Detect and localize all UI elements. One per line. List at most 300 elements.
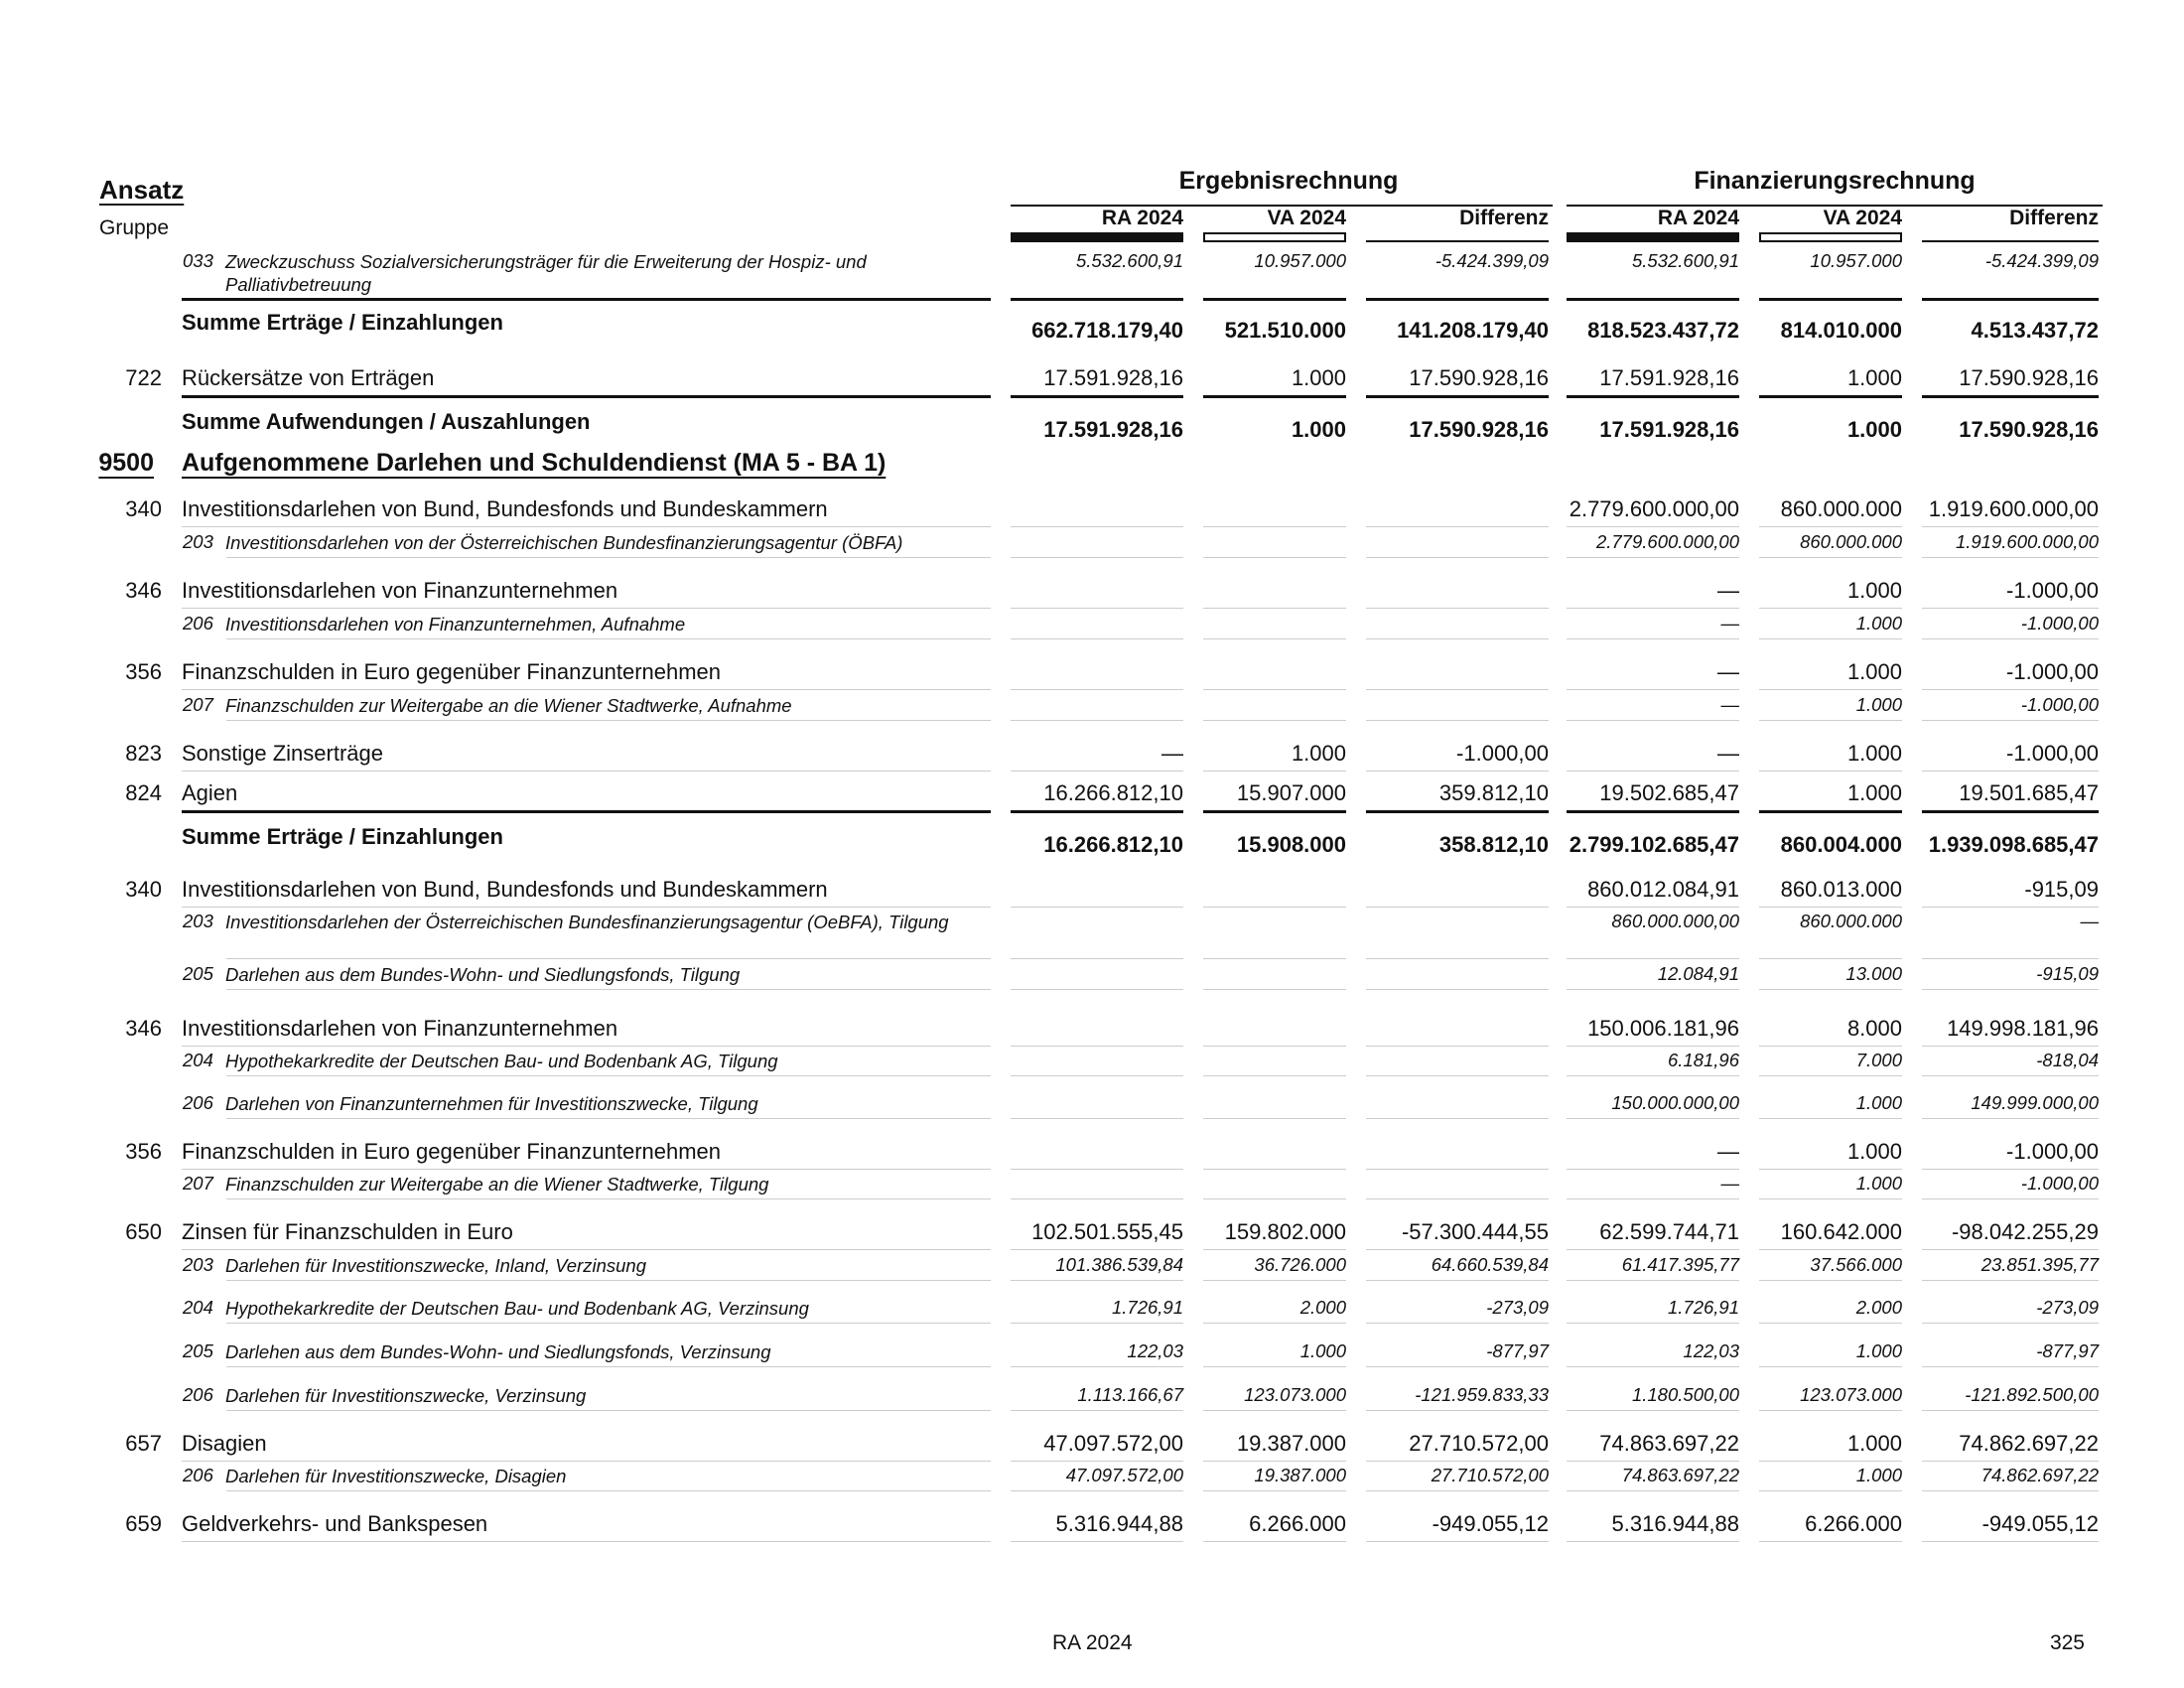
- cell-ra-ergebnis: 17.591.928,16: [1043, 417, 1183, 442]
- cell-ra-ergebnis: 47.097.572,00: [1043, 1431, 1183, 1456]
- row-label: Finanzschulden in Euro gegenüber Finanzunternehmen: [182, 659, 722, 684]
- cell-rule: [1759, 298, 1902, 301]
- cell-rule: [1759, 771, 1902, 772]
- cell-rule: [1759, 810, 1902, 813]
- cell-rule: [1567, 1323, 1739, 1324]
- page-number: 325: [2049, 1631, 2085, 1654]
- cell-rule: [1203, 608, 1346, 609]
- cell-ra-finanz: —: [1717, 578, 1739, 603]
- cell-rule: [1922, 526, 2099, 527]
- cell-ra-finanz: 860.012.084,91: [1587, 877, 1739, 902]
- cell-va-finanz: 7.000: [1855, 1050, 1902, 1070]
- cell-va-ergebnis: 2.000: [1299, 1297, 1346, 1318]
- cell-va-finanz: 1.000: [1855, 1465, 1902, 1485]
- cell-ra-finanz: 5.532.600,91: [1631, 250, 1739, 271]
- row-code: 356: [125, 1139, 162, 1164]
- row-code: 346: [125, 578, 162, 603]
- section-title: Aufgenommene Darlehen und Schuldendienst (MA 5 - BA 1): [182, 449, 887, 477]
- cell-rule: [1011, 810, 1183, 813]
- cell-diff-finanz: -121.892.500,00: [1965, 1384, 2099, 1405]
- cell-rule: [1203, 1541, 1346, 1542]
- cell-va-ergebnis: 15.907.000: [1236, 780, 1346, 805]
- cell-va-ergebnis: 15.908.000: [1236, 832, 1346, 857]
- cell-diff-ergebnis: 358.812,10: [1438, 832, 1549, 857]
- column-header-diff-finanz: Differenz: [2009, 207, 2099, 229]
- row-rule: [226, 989, 991, 990]
- cell-ra-finanz: 150.000.000,00: [1611, 1092, 1739, 1113]
- cell-va-ergebnis: 521.510.000: [1224, 318, 1346, 343]
- cell-va-ergebnis: 10.957.000: [1254, 250, 1346, 271]
- cell-rule: [1759, 1046, 1902, 1047]
- cell-diff-finanz: -1.000,00: [2020, 613, 2099, 633]
- cell-rule: [1567, 1198, 1739, 1199]
- cell-diff-finanz: 17.590.928,16: [1959, 417, 2099, 442]
- row-rule: [182, 608, 991, 609]
- cell-rule: [1203, 1198, 1346, 1199]
- cell-va-ergebnis: 1.000: [1291, 417, 1346, 442]
- cell-rule: [1011, 638, 1183, 639]
- cell-va-ergebnis: 19.387.000: [1236, 1431, 1346, 1456]
- cell-diff-finanz: 1.919.600.000,00: [1928, 496, 2099, 521]
- cell-rule: [1366, 810, 1549, 813]
- cell-rule: [1759, 1323, 1902, 1324]
- cell-rule: [1203, 810, 1346, 813]
- ergebnisrechnung-heading: Ergebnisrechnung: [1178, 167, 1399, 195]
- cell-rule: [1567, 958, 1739, 959]
- cell-rule: [1366, 989, 1549, 990]
- cell-rule: [1922, 810, 2099, 813]
- cell-diff-ergebnis: 27.710.572,00: [1431, 1465, 1549, 1485]
- cell-diff-ergebnis: -273,09: [1486, 1297, 1549, 1318]
- cell-va-finanz: 860.004.000: [1780, 832, 1902, 857]
- cell-rule: [1203, 1410, 1346, 1411]
- cell-rule: [1366, 1075, 1549, 1076]
- cell-va-finanz: 1.000: [1846, 417, 1902, 442]
- row-label: 204 Hypothekarkredite der Deutschen Bau- und Bodenbank AG, Tilgung: [183, 1050, 997, 1072]
- diff-header-rule: [1922, 240, 2099, 242]
- cell-diff-ergebnis: 17.590.928,16: [1409, 365, 1549, 390]
- row-label: Investitionsdarlehen von Bund, Bundesfonds und Bundeskammern: [182, 877, 828, 902]
- cell-rule: [1922, 298, 2099, 301]
- row-rule: [182, 689, 991, 690]
- cell-ra-finanz: —: [1720, 1173, 1739, 1194]
- cell-rule: [1922, 1541, 2099, 1542]
- cell-rule: [1366, 557, 1549, 558]
- cell-va-ergebnis: 159.802.000: [1224, 1219, 1346, 1244]
- cell-diff-finanz: 74.862.697,22: [1980, 1465, 2099, 1485]
- cell-diff-finanz: 149.999.000,00: [1971, 1092, 2099, 1113]
- cell-va-finanz: 13.000: [1845, 963, 1902, 984]
- cell-va-ergebnis: 1.000: [1291, 365, 1346, 390]
- cell-va-finanz: 123.073.000: [1800, 1384, 1902, 1405]
- cell-diff-finanz: 17.590.928,16: [1959, 365, 2099, 390]
- cell-ra-ergebnis: 101.386.539,84: [1055, 1254, 1183, 1275]
- row-label: Summe Erträge / Einzahlungen: [182, 310, 503, 335]
- cell-rule: [1567, 1541, 1739, 1542]
- cell-rule: [1567, 1118, 1739, 1119]
- cell-rule: [1366, 638, 1549, 639]
- row-label-text: Darlehen für Investitionszwecke, Disagien: [225, 1466, 567, 1486]
- cell-diff-ergebnis: -877,97: [1486, 1340, 1549, 1361]
- row-rule: [182, 1249, 991, 1250]
- row-rule: [182, 298, 991, 301]
- cell-ra-ergebnis: 5.316.944,88: [1055, 1511, 1183, 1536]
- row-label-text: Darlehen aus dem Bundes-Wohn- und Siedlungsfonds, Verzinsung: [225, 1341, 771, 1362]
- cell-rule: [1203, 1461, 1346, 1462]
- cell-va-finanz: 860.000.000: [1800, 911, 1902, 931]
- cell-diff-finanz: -98.042.255,29: [1951, 1219, 2099, 1244]
- cell-diff-finanz: 4.513.437,72: [1971, 318, 2099, 343]
- cell-rule: [1922, 1410, 2099, 1411]
- row-rule: [182, 907, 991, 908]
- cell-rule: [1203, 1169, 1346, 1170]
- cell-diff-ergebnis: -121.959.833,33: [1415, 1384, 1549, 1405]
- row-rule: [226, 638, 991, 639]
- cell-rule: [1366, 1366, 1549, 1367]
- row-label-text: Darlehen für Investitionszwecke, Verzinsung: [225, 1385, 587, 1406]
- row-label-text: Darlehen aus dem Bundes-Wohn- und Siedlungsfonds, Tilgung: [225, 964, 741, 985]
- row-rule: [226, 557, 991, 558]
- cell-rule: [1922, 1169, 2099, 1170]
- cell-ra-finanz: 17.591.928,16: [1599, 365, 1739, 390]
- cell-rule: [1366, 1169, 1549, 1170]
- cell-rule: [1011, 1366, 1183, 1367]
- cell-rule: [1567, 1075, 1739, 1076]
- cell-rule: [1567, 557, 1739, 558]
- cell-rule: [1922, 1323, 2099, 1324]
- cell-rule: [1011, 1118, 1183, 1119]
- cell-diff-ergebnis: 141.208.179,40: [1397, 318, 1549, 343]
- cell-rule: [1567, 638, 1739, 639]
- cell-ra-finanz: 74.863.697,22: [1599, 1431, 1739, 1456]
- cell-ra-finanz: —: [1717, 659, 1739, 684]
- cell-rule: [1567, 1280, 1739, 1281]
- cell-va-finanz: 10.957.000: [1810, 250, 1902, 271]
- cell-ra-finanz: 150.006.181,96: [1587, 1016, 1739, 1041]
- row-code: 356: [125, 659, 162, 684]
- cell-va-finanz: 2.000: [1855, 1297, 1902, 1318]
- cell-rule: [1922, 771, 2099, 772]
- cell-va-ergebnis: 6.266.000: [1249, 1511, 1346, 1536]
- cell-va-finanz: 8.000: [1846, 1016, 1902, 1041]
- ra-indicator-bar: [1567, 232, 1739, 242]
- cell-rule: [1759, 907, 1902, 908]
- cell-rule: [1011, 1198, 1183, 1199]
- row-code: 650: [125, 1219, 162, 1244]
- cell-diff-ergebnis: -5.424.399,09: [1434, 250, 1549, 271]
- row-code: 657: [125, 1431, 162, 1456]
- cell-rule: [1759, 989, 1902, 990]
- gruppe-heading: Gruppe: [99, 216, 170, 239]
- cell-rule: [1567, 1046, 1739, 1047]
- cell-ra-finanz: 1.726,91: [1667, 1297, 1739, 1318]
- row-label: Geldverkehrs- und Bankspesen: [182, 1511, 488, 1536]
- cell-va-finanz: 860.000.000: [1800, 531, 1902, 552]
- row-rule: [182, 1046, 991, 1047]
- row-label: 207 Finanzschulden zur Weitergabe an die Wiener Stadtwerke, Tilgung: [183, 1173, 997, 1196]
- cell-va-finanz: 1.000: [1846, 741, 1902, 766]
- cell-rule: [1759, 1280, 1902, 1281]
- cell-diff-ergebnis: 27.710.572,00: [1409, 1431, 1549, 1456]
- row-code: 824: [125, 780, 162, 805]
- cell-ra-ergebnis: —: [1161, 741, 1183, 766]
- finanzierungsrechnung-heading: Finanzierungsrechnung: [1694, 167, 1976, 195]
- cell-diff-finanz: 74.862.697,22: [1959, 1431, 2099, 1456]
- cell-va-finanz: 1.000: [1846, 578, 1902, 603]
- row-label: Rückersätze von Erträgen: [182, 365, 435, 390]
- cell-rule: [1011, 1046, 1183, 1047]
- cell-rule: [1203, 298, 1346, 301]
- cell-rule: [1203, 1249, 1346, 1250]
- cell-rule: [1366, 1541, 1549, 1542]
- row-label: 206 Darlehen für Investitionszwecke, Disagien: [183, 1465, 997, 1487]
- cell-rule: [1922, 638, 2099, 639]
- cell-diff-finanz: -877,97: [2036, 1340, 2099, 1361]
- row-label-text: Finanzschulden zur Weitergabe an die Wiener Stadtwerke, Tilgung: [225, 1174, 769, 1195]
- cell-rule: [1922, 1046, 2099, 1047]
- cell-rule: [1567, 810, 1739, 813]
- cell-va-finanz: 1.000: [1846, 1139, 1902, 1164]
- cell-va-finanz: 1.000: [1855, 1173, 1902, 1194]
- cell-rule: [1759, 526, 1902, 527]
- column-header-va-ergebnis: VA 2024: [1267, 207, 1346, 229]
- cell-rule: [1011, 1169, 1183, 1170]
- cell-rule: [1011, 771, 1183, 772]
- cell-ra-ergebnis: 5.532.600,91: [1075, 250, 1183, 271]
- cell-diff-ergebnis: 64.660.539,84: [1431, 1254, 1549, 1275]
- cell-rule: [1922, 1198, 2099, 1199]
- row-label: 205 Darlehen aus dem Bundes-Wohn- und Siedlungsfonds, Tilgung: [183, 963, 997, 986]
- row-rule: [182, 395, 991, 398]
- cell-va-ergebnis: 1.000: [1299, 1340, 1346, 1361]
- cell-diff-finanz: -1.000,00: [2006, 659, 2099, 684]
- row-label: 203 Darlehen für Investitionszwecke, Inland, Verzinsung: [183, 1254, 997, 1277]
- cell-rule: [1922, 1249, 2099, 1250]
- cell-rule: [1567, 907, 1739, 908]
- cell-rule: [1922, 720, 2099, 721]
- row-label: 207 Finanzschulden zur Weitergabe an die Wiener Stadtwerke, Aufnahme: [183, 694, 997, 717]
- cell-rule: [1759, 557, 1902, 558]
- cell-rule: [1759, 689, 1902, 690]
- row-label: Investitionsdarlehen von Bund, Bundesfonds und Bundeskammern: [182, 496, 828, 521]
- cell-rule: [1203, 907, 1346, 908]
- cell-rule: [1366, 526, 1549, 527]
- cell-diff-finanz: -1.000,00: [2020, 694, 2099, 715]
- cell-diff-finanz: 1.939.098.685,47: [1928, 832, 2099, 857]
- row-rule: [182, 526, 991, 527]
- cell-rule: [1759, 638, 1902, 639]
- row-label-text: Darlehen von Finanzunternehmen für Investitionszwecke, Tilgung: [225, 1093, 758, 1114]
- section-code: 9500: [98, 449, 154, 477]
- cell-rule: [1759, 1461, 1902, 1462]
- cell-rule: [1203, 557, 1346, 558]
- row-code: 340: [125, 496, 162, 521]
- cell-ra-ergebnis: 662.718.179,40: [1031, 318, 1183, 343]
- cell-ra-finanz: —: [1720, 694, 1739, 715]
- column-header-diff-ergebnis: Differenz: [1459, 207, 1549, 229]
- row-label: Summe Erträge / Einzahlungen: [182, 824, 503, 849]
- cell-rule: [1922, 958, 2099, 959]
- cell-rule: [1922, 608, 2099, 609]
- row-rule: [226, 1490, 991, 1491]
- cell-ra-ergebnis: 1.726,91: [1111, 1297, 1183, 1318]
- cell-rule: [1011, 689, 1183, 690]
- cell-rule: [1567, 1366, 1739, 1367]
- cell-rule: [1567, 1461, 1739, 1462]
- cell-diff-finanz: -818,04: [2036, 1050, 2099, 1070]
- cell-va-finanz: 1.000: [1846, 659, 1902, 684]
- cell-rule: [1203, 958, 1346, 959]
- cell-rule: [1011, 298, 1183, 301]
- row-code: 823: [125, 741, 162, 766]
- cell-rule: [1567, 689, 1739, 690]
- cell-rule: [1567, 1410, 1739, 1411]
- row-rule: [182, 1541, 991, 1542]
- cell-rule: [1759, 720, 1902, 721]
- row-label-text: Investitionsdarlehen von Finanzunternehmen, Aufnahme: [225, 614, 686, 634]
- cell-va-ergebnis: 1.000: [1291, 741, 1346, 766]
- cell-rule: [1567, 771, 1739, 772]
- ra-indicator-bar: [1011, 232, 1183, 242]
- cell-diff-finanz: 1.919.600.000,00: [1955, 531, 2099, 552]
- row-rule: [226, 720, 991, 721]
- cell-rule: [1922, 395, 2099, 398]
- ansatz-heading: Ansatz: [99, 175, 185, 205]
- cell-ra-finanz: —: [1717, 1139, 1739, 1164]
- cell-rule: [1366, 1249, 1549, 1250]
- cell-va-finanz: 1.000: [1846, 1431, 1902, 1456]
- cell-rule: [1011, 989, 1183, 990]
- cell-diff-finanz: -1.000,00: [2006, 741, 2099, 766]
- cell-ra-ergebnis: 17.591.928,16: [1043, 365, 1183, 390]
- cell-ra-finanz: 61.417.395,77: [1621, 1254, 1739, 1275]
- cell-rule: [1759, 395, 1902, 398]
- row-rule: [226, 1323, 991, 1324]
- cell-diff-finanz: -5.424.399,09: [1984, 250, 2099, 271]
- cell-va-finanz: 6.266.000: [1805, 1511, 1902, 1536]
- cell-rule: [1922, 1490, 2099, 1491]
- cell-rule: [1759, 1169, 1902, 1170]
- cell-rule: [1759, 958, 1902, 959]
- cell-rule: [1567, 526, 1739, 527]
- cell-va-ergebnis: 123.073.000: [1244, 1384, 1346, 1405]
- cell-ra-finanz: 5.316.944,88: [1611, 1511, 1739, 1536]
- row-code: 340: [125, 877, 162, 902]
- row-label: Disagien: [182, 1431, 267, 1456]
- row-label: Investitionsdarlehen von Finanzunternehmen: [182, 578, 618, 603]
- cell-rule: [1203, 1046, 1346, 1047]
- cell-ra-finanz: 860.000.000,00: [1611, 911, 1739, 931]
- row-rule: [226, 1118, 991, 1119]
- cell-rule: [1567, 989, 1739, 990]
- cell-ra-finanz: 74.863.697,22: [1621, 1465, 1739, 1485]
- row-code: 346: [125, 1016, 162, 1041]
- cell-rule: [1922, 557, 2099, 558]
- cell-rule: [1203, 1323, 1346, 1324]
- cell-rule: [1922, 1075, 2099, 1076]
- cell-ra-ergebnis: 47.097.572,00: [1065, 1465, 1183, 1485]
- cell-diff-ergebnis: -1.000,00: [1456, 741, 1549, 766]
- cell-rule: [1922, 1366, 2099, 1367]
- row-code: 659: [125, 1511, 162, 1536]
- cell-rule: [1366, 395, 1549, 398]
- row-label: 206 Darlehen für Investitionszwecke, Verzinsung: [183, 1384, 997, 1407]
- cell-rule: [1759, 1118, 1902, 1119]
- cell-rule: [1011, 1280, 1183, 1281]
- cell-diff-finanz: 149.998.181,96: [1947, 1016, 2099, 1041]
- row-rule: [182, 771, 991, 772]
- cell-va-finanz: 1.000: [1846, 365, 1902, 390]
- row-label: 206 Darlehen von Finanzunternehmen für Investitionszwecke, Tilgung: [183, 1092, 997, 1115]
- cell-rule: [1567, 1169, 1739, 1170]
- cell-rule: [1366, 1046, 1549, 1047]
- row-label: 203 Investitionsdarlehen von der Österreichischen Bundesfinanzierungsagentur (ÖBFA): [183, 531, 997, 554]
- cell-rule: [1759, 608, 1902, 609]
- cell-ra-finanz: 62.599.744,71: [1599, 1219, 1739, 1244]
- cell-rule: [1366, 1323, 1549, 1324]
- cell-rule: [1366, 771, 1549, 772]
- row-label: 204 Hypothekarkredite der Deutschen Bau- und Bodenbank AG, Verzinsung: [183, 1297, 997, 1320]
- row-label-text: Hypothekarkredite der Deutschen Bau- und Bodenbank AG, Verzinsung: [225, 1298, 809, 1319]
- cell-rule: [1567, 395, 1739, 398]
- cell-ra-ergebnis: 1.113.166,67: [1077, 1384, 1183, 1405]
- cell-rule: [1011, 1490, 1183, 1491]
- cell-rule: [1366, 958, 1549, 959]
- row-label: Zinsen für Finanzschulden in Euro: [182, 1219, 513, 1244]
- row-label: Summe Aufwendungen / Auszahlungen: [182, 409, 591, 434]
- row-rule: [226, 1198, 991, 1199]
- cell-rule: [1203, 720, 1346, 721]
- cell-rule: [1922, 1461, 2099, 1462]
- column-header-ra-ergebnis: RA 2024: [1101, 207, 1183, 229]
- cell-rule: [1011, 958, 1183, 959]
- cell-rule: [1366, 720, 1549, 721]
- cell-va-finanz: 1.000: [1855, 613, 1902, 633]
- cell-rule: [1203, 526, 1346, 527]
- column-header-va-finanz: VA 2024: [1823, 207, 1902, 229]
- cell-rule: [1203, 1075, 1346, 1076]
- cell-rule: [1922, 907, 2099, 908]
- cell-rule: [1366, 907, 1549, 908]
- cell-diff-ergebnis: 17.590.928,16: [1409, 417, 1549, 442]
- row-rule: [226, 1280, 991, 1281]
- row-label-text: Investitionsdarlehen der Österreichischen Bundesfinanzierungsagentur (OeBFA), Tilgung: [225, 912, 949, 932]
- row-label-text: Darlehen für Investitionszwecke, Inland, Verzinsung: [225, 1255, 647, 1276]
- footer-title: RA 2024: [1052, 1631, 1133, 1654]
- cell-rule: [1366, 689, 1549, 690]
- cell-diff-finanz: -915,09: [2036, 963, 2099, 984]
- cell-rule: [1922, 989, 2099, 990]
- cell-ra-finanz: 122,03: [1683, 1340, 1739, 1361]
- cell-diff-finanz: 23.851.395,77: [1980, 1254, 2099, 1275]
- cell-ra-finanz: 1.180.500,00: [1631, 1384, 1739, 1405]
- va-indicator-bar: [1203, 232, 1346, 242]
- cell-rule: [1011, 1461, 1183, 1462]
- cell-ra-finanz: 818.523.437,72: [1587, 318, 1739, 343]
- cell-rule: [1366, 1280, 1549, 1281]
- cell-rule: [1567, 720, 1739, 721]
- cell-rule: [1366, 1118, 1549, 1119]
- cell-rule: [1759, 1249, 1902, 1250]
- cell-va-ergebnis: 36.726.000: [1254, 1254, 1346, 1275]
- cell-rule: [1366, 1490, 1549, 1491]
- row-rule: [182, 810, 991, 813]
- cell-ra-ergebnis: 16.266.812,10: [1043, 832, 1183, 857]
- row-label-text: Zweckzuschuss Sozialversicherungsträger für die Erweiterung der Hospiz- und Palliativbetreuung: [225, 251, 867, 295]
- cell-ra-finanz: 2.779.600.000,00: [1569, 496, 1739, 521]
- cell-ra-finanz: 17.591.928,16: [1599, 417, 1739, 442]
- cell-rule: [1366, 298, 1549, 301]
